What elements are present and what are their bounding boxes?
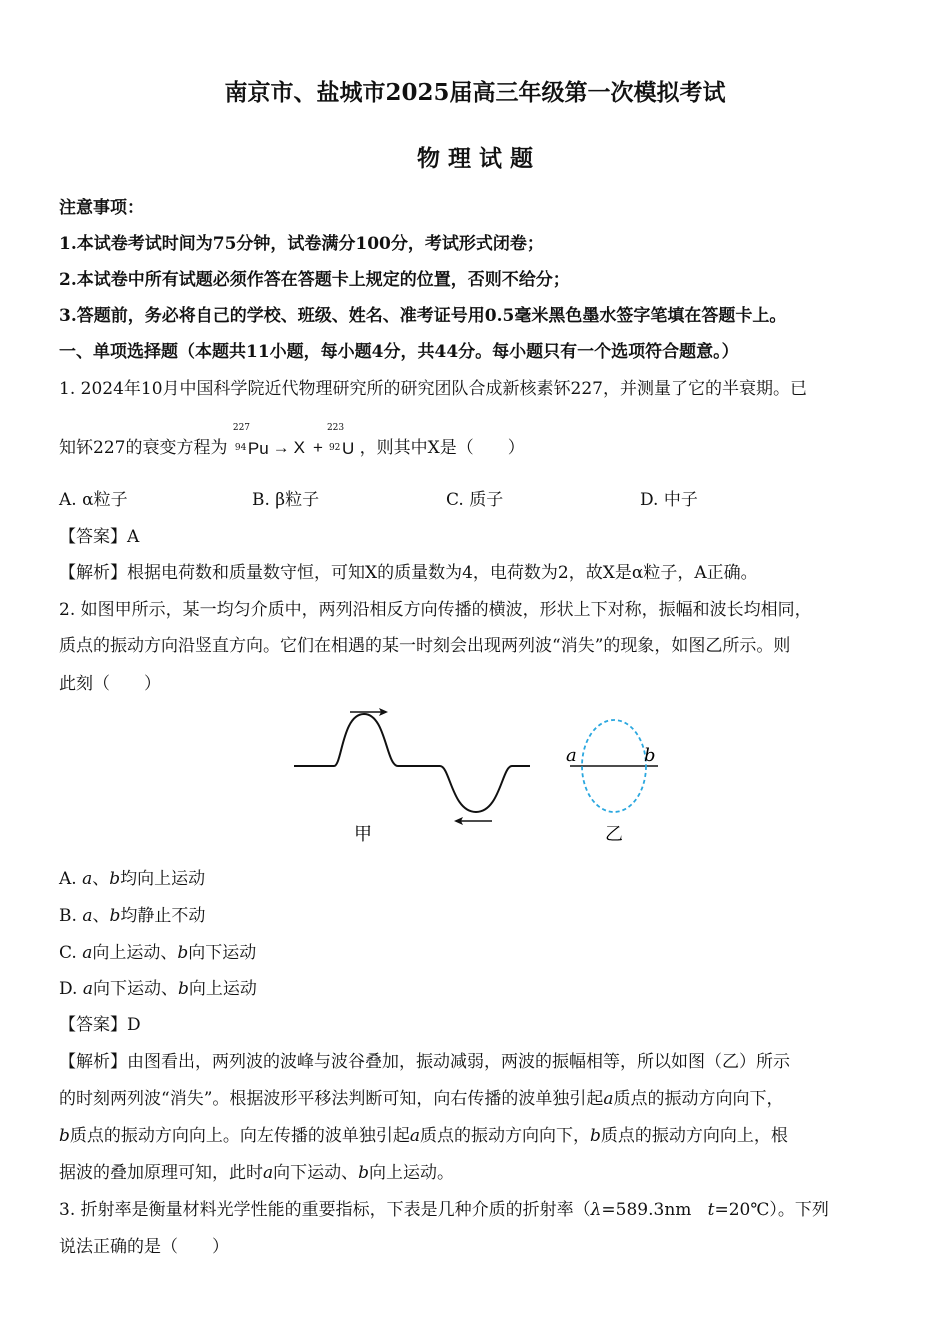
reaction-arrow: → (272, 438, 290, 457)
q1-option-a[interactable]: A. α粒子 (59, 490, 128, 510)
q1-stem-line1: 1. 2024年10月中国科学院近代物理研究所的研究团队合成新核素钚227，并测量了它的半衰期。已 (59, 379, 807, 399)
q2-option-c[interactable]: C. a向上运动、b向下运动 (59, 943, 257, 963)
wave-figure (280, 700, 680, 850)
q2-option-a[interactable]: A. a、b均向上运动 (59, 869, 206, 889)
q1-option-b[interactable]: B. β粒子 (252, 490, 320, 510)
q1-analysis: 【解析】根据电荷数和质量数守恒，可知X的质量数为4，电荷数为2，故X是α粒子，A正确。 (59, 563, 758, 583)
pu-nuclide: 227 94 Pu (232, 422, 269, 458)
q2-option-d[interactable]: D. a向下运动、b向上运动 (59, 979, 257, 999)
q2-analysis-line3: b质点的振动方向向上。向左传播的波单独引起a质点的振动方向向下，b质点的振动方向向上，根 (59, 1126, 788, 1146)
q3-stem-line2: 说法正确的是（ ） (59, 1237, 229, 1257)
notice-heading: 注意事项： (59, 198, 144, 218)
exam-title: 南京市、盐城市2025届高三年级第一次模拟考试 (224, 79, 726, 106)
label-jia: 甲 (354, 824, 372, 845)
arrow-left-icon (454, 817, 492, 825)
q2-option-b[interactable]: B. a、b均静止不动 (59, 906, 206, 926)
q3-stem-line1: 3. 折射率是衡量材料光学性能的重要指标，下表是几种介质的折射率（λ=589.3nm t=20℃）。下列 (59, 1200, 829, 1220)
label-yi: 乙 (605, 824, 623, 845)
notice-item-3: 3.答题前，务必将自己的学校、班级、姓名、准考证号用0.5毫米黑色墨水签字笔填在答题卡上。 (59, 306, 787, 326)
q1-answer: 【答案】A (59, 527, 140, 547)
notice-item-1: 1.本试卷考试时间为75分钟，试卷满分100分，考试形式闭卷； (59, 234, 544, 254)
q2-analysis-line2: 的时刻两列波“消失”。根据波形平移法判断可知，向右传播的波单独引起a质点的振动方向向下， (59, 1089, 784, 1109)
q2-stem-line3: 此刻（ ） (59, 674, 161, 694)
notice-item-2: 2.本试卷中所有试题必须作答在答题卡上规定的位置，否则不给分； (59, 270, 570, 290)
u-nuclide: 223 92 U (326, 422, 355, 458)
q2-stem-line2: 质点的振动方向沿竖直方向。它们在相遇的某一时刻会出现两列波“消失”的现象，如图乙所示。则 (59, 636, 791, 656)
q2-stem-line1: 2. 如图甲所示，某一均匀介质中，两列沿相反方向传播的横波，形状上下对称，振幅和波长均相同， (59, 600, 812, 620)
q1-option-d[interactable]: D. 中子 (640, 490, 698, 510)
q1-stem-pre: 知钚227的衰变方程为 (59, 438, 228, 458)
point-a-label: a (566, 745, 577, 766)
q1-stem-post: ，则其中X是（ ） (359, 438, 525, 458)
x-particle: X (293, 438, 305, 457)
q2-analysis-line4: 据波的叠加原理可知，此时a向下运动、b向上运动。 (59, 1163, 455, 1183)
point-b-label: b (644, 745, 656, 766)
exam-subtitle: 物 理 试 题 (416, 145, 534, 172)
section-heading: 一、单项选择题（本题共11小题，每小题4分，共44分。每小题只有一个选项符合题意。） (59, 342, 739, 362)
q1-stem-line2 (59, 422, 899, 461)
wave-jia-path (294, 714, 530, 812)
q1-option-c[interactable]: C. 质子 (446, 490, 504, 510)
plus-sign: + (313, 438, 323, 457)
q2-answer: 【答案】D (59, 1015, 141, 1035)
q2-analysis-line1: 【解析】由图看出，两列波的波峰与波谷叠加，振动减弱，两波的振幅相等，所以如图（乙）所示 (59, 1052, 790, 1072)
